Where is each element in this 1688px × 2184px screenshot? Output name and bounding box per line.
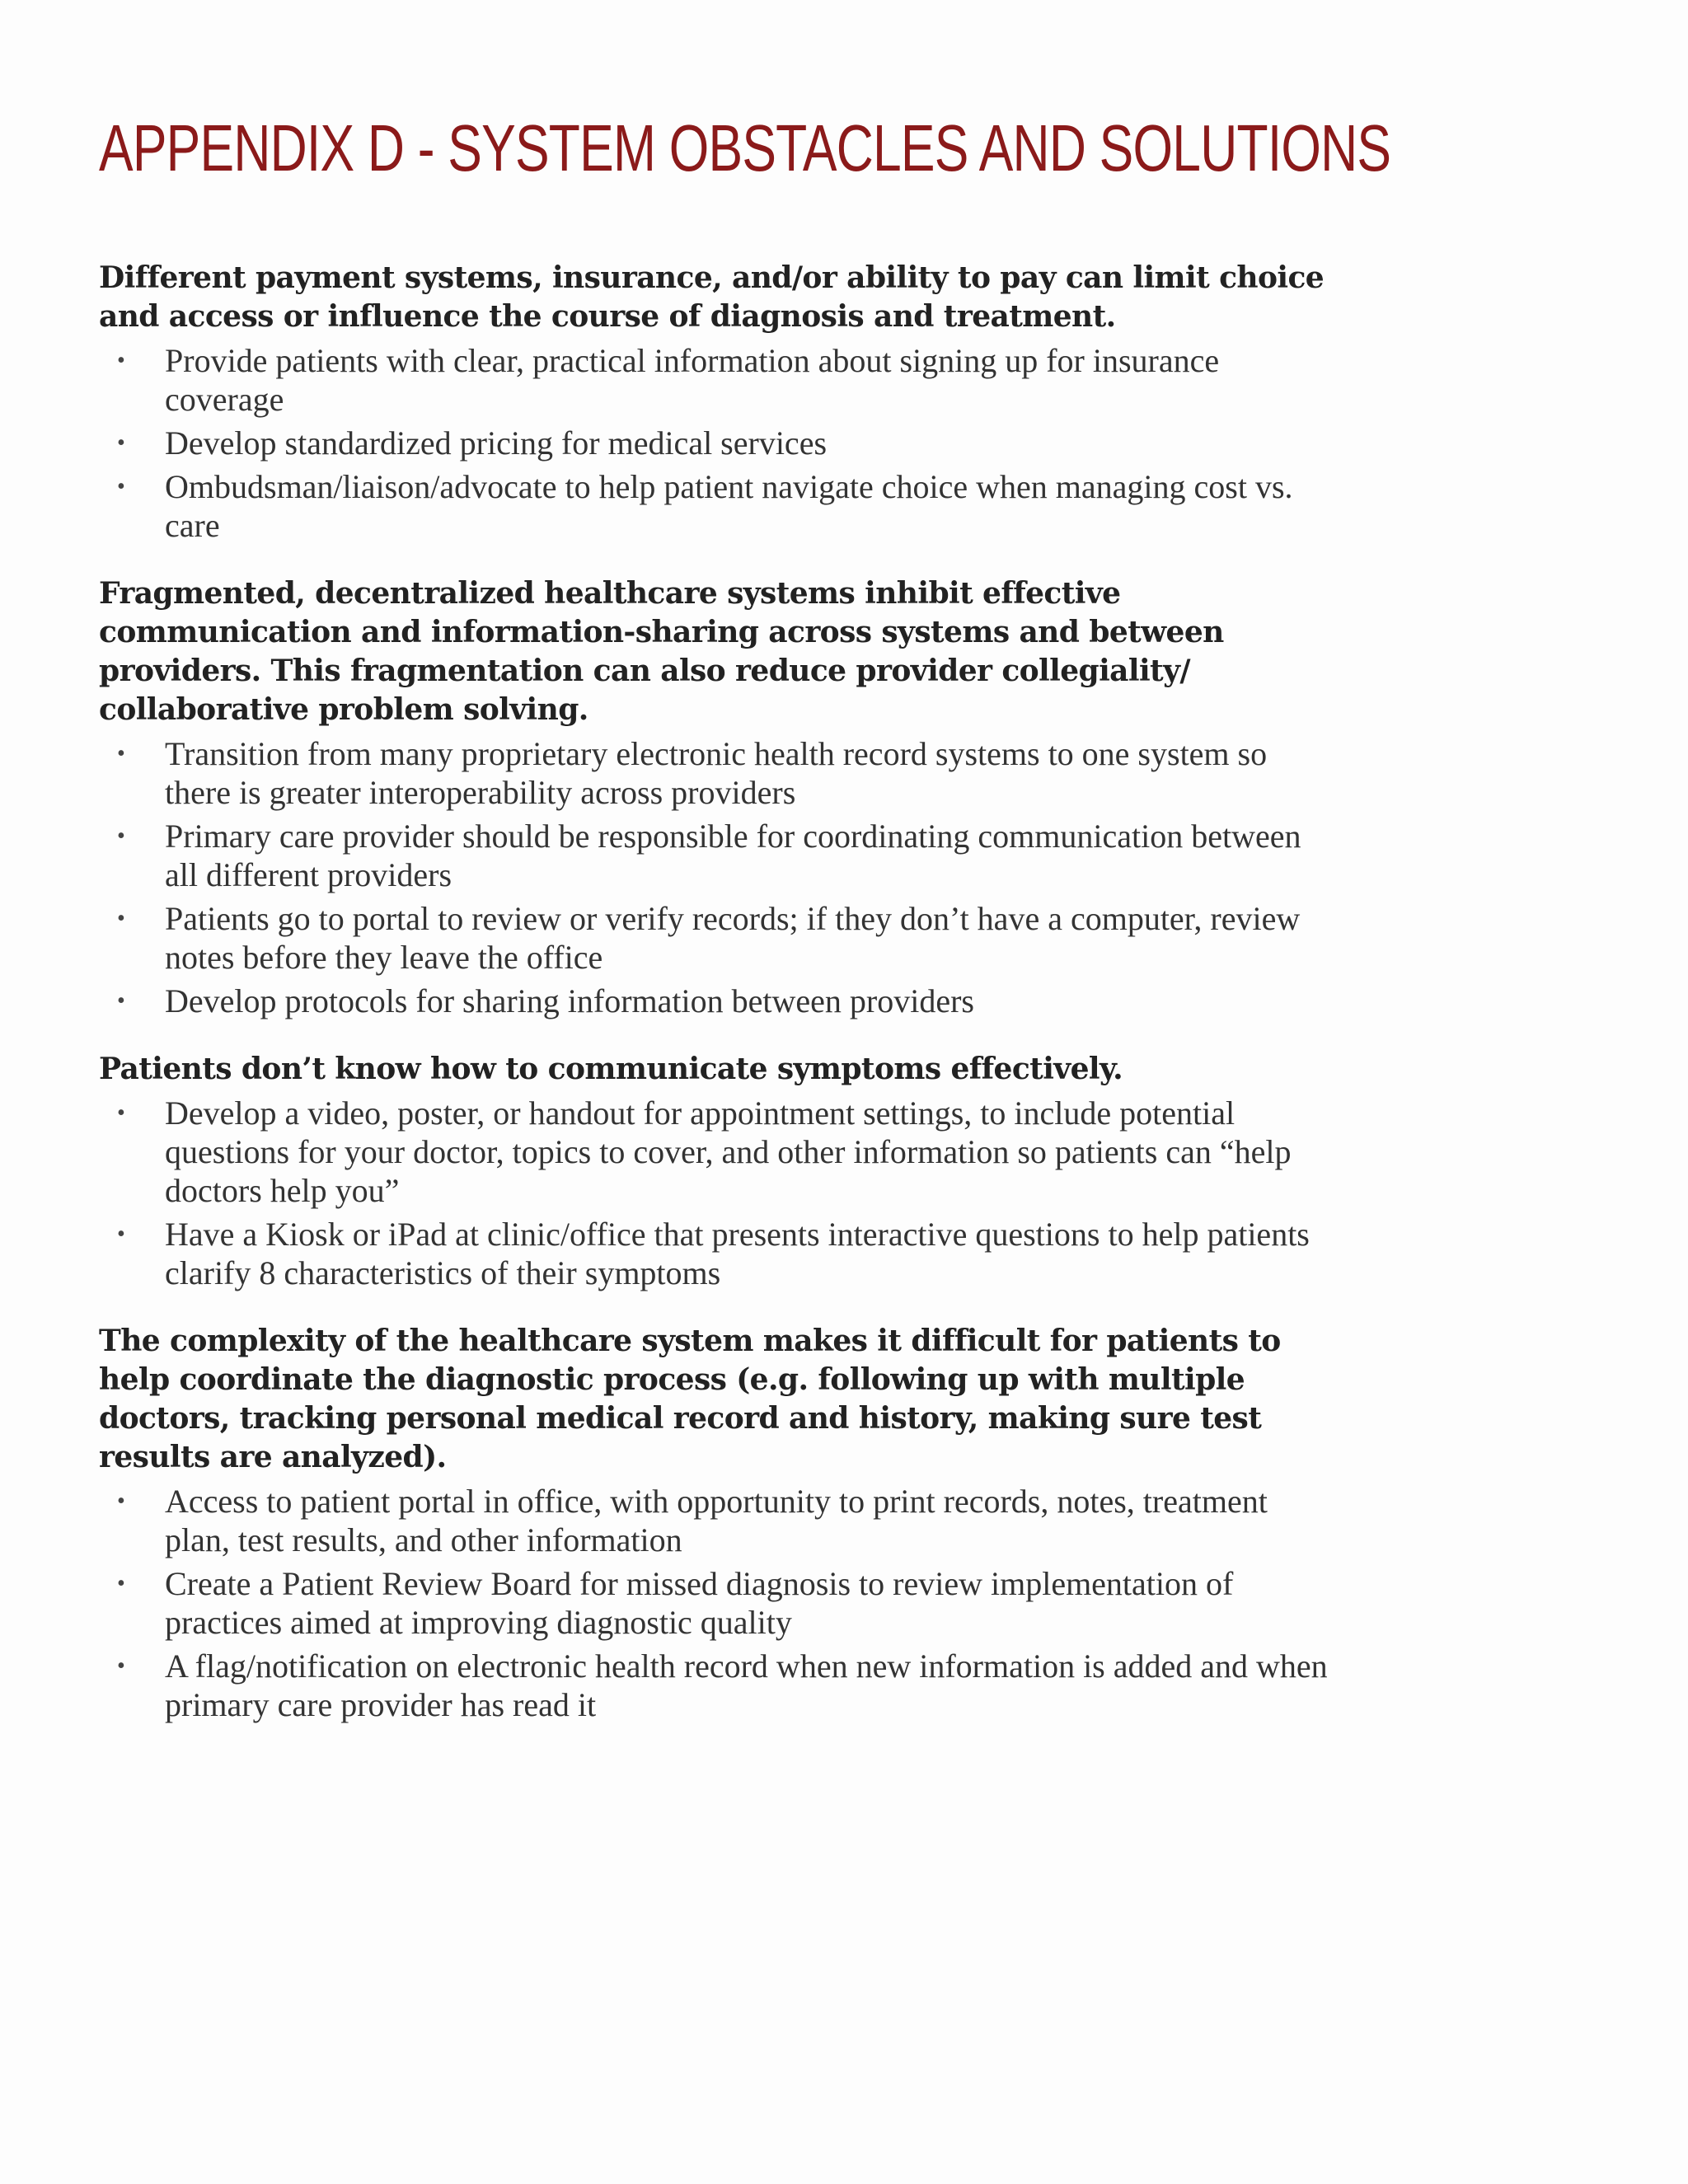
solution-list xyxy=(99,1094,1335,1292)
solution-text: Patients go to portal to review or verify records; if they don’t have a computer, review notes before they leave the office xyxy=(165,900,1301,976)
solution-text: Primary care provider should be responsible for coordinating communication between all different providers xyxy=(165,818,1301,893)
bullet-icon: • xyxy=(117,741,125,766)
obstacle-sections xyxy=(99,259,1335,1724)
obstacle-section xyxy=(99,1050,1335,1292)
solution-item xyxy=(99,467,1335,545)
bullet-icon: • xyxy=(117,430,125,456)
solution-item xyxy=(99,817,1335,894)
solution-list xyxy=(99,341,1335,545)
obstacle-heading: Fragmented, decentralized healthcare systems inhibit effective communication and information-sharing across systems and between providers. This fragmentation can also reduce provider collegiality/ collaborative problem solving. xyxy=(99,576,1224,727)
solution-item xyxy=(99,1215,1335,1292)
bullet-icon: • xyxy=(117,1488,125,1514)
bullet-icon: • xyxy=(117,823,125,849)
solution-item xyxy=(99,1647,1335,1724)
solution-text: Ombudsman/liaison/advocate to help patient navigate choice when managing cost vs. care xyxy=(165,468,1293,544)
solution-item xyxy=(99,424,1335,462)
solution-list xyxy=(99,1482,1335,1724)
solution-list xyxy=(99,734,1335,1020)
solution-item xyxy=(99,734,1335,812)
solution-item xyxy=(99,899,1335,977)
solution-text: Develop standardized pricing for medical services xyxy=(165,424,828,462)
solution-item xyxy=(99,1564,1335,1642)
obstacle-section xyxy=(99,574,1335,1020)
bullet-icon: • xyxy=(117,988,125,1014)
page-title: APPENDIX D - SYSTEM OBSTACLES AND SOLUTIONS xyxy=(99,111,1391,185)
bullet-icon: • xyxy=(117,1221,125,1247)
obstacle-section xyxy=(99,259,1335,545)
bullet-icon: • xyxy=(117,1653,125,1679)
solution-text: Have a Kiosk or iPad at clinic/office that presents interactive questions to help patients clarify 8 characteristics of their symptoms xyxy=(165,1216,1310,1291)
bullet-icon: • xyxy=(117,906,125,931)
solution-text: Develop protocols for sharing information between providers xyxy=(165,982,974,1019)
obstacle-section xyxy=(99,1322,1335,1724)
solution-text: Create a Patient Review Board for missed diagnosis to review implementation of practices aimed at improving diagnostic quality xyxy=(165,1565,1234,1641)
obstacle-heading: The complexity of the healthcare system makes it difficult for patients to help coordinate the diagnostic process (e.g. following up with multiple doctors, tracking personal medical record and history, making sure test results are analyzed). xyxy=(99,1324,1281,1474)
solution-item xyxy=(99,982,1335,1020)
solution-text: Access to patient portal in office, with opportunity to print records, notes, treatment plan, test results, and other information xyxy=(165,1483,1268,1558)
bullet-icon: • xyxy=(117,474,125,499)
solution-item xyxy=(99,1482,1335,1559)
solution-text: Provide patients with clear, practical information about signing up for insurance coverage xyxy=(165,342,1220,418)
obstacle-heading: Different payment systems, insurance, and/or ability to pay can limit choice and access or influence the course of diagnosis and treatment. xyxy=(99,260,1325,334)
obstacle-heading: Patients don’t know how to communicate symptoms effectively. xyxy=(99,1052,1123,1086)
bullet-icon: • xyxy=(117,1571,125,1596)
solution-item xyxy=(99,1094,1335,1210)
solution-text: A flag/notification on electronic health record when new information is added and when primary care provider has read it xyxy=(165,1647,1328,1723)
bullet-icon: • xyxy=(117,348,125,373)
solution-item xyxy=(99,341,1335,419)
solution-text: Develop a video, poster, or handout for appointment settings, to include potential questions for your doctor, topics to cover, and other information so patients can “help doctors help you” xyxy=(165,1094,1292,1209)
solution-text: Transition from many proprietary electronic health record systems to one system so there is greater interoperability across providers xyxy=(165,735,1268,811)
bullet-icon: • xyxy=(117,1100,125,1126)
document-page xyxy=(99,107,1391,1724)
